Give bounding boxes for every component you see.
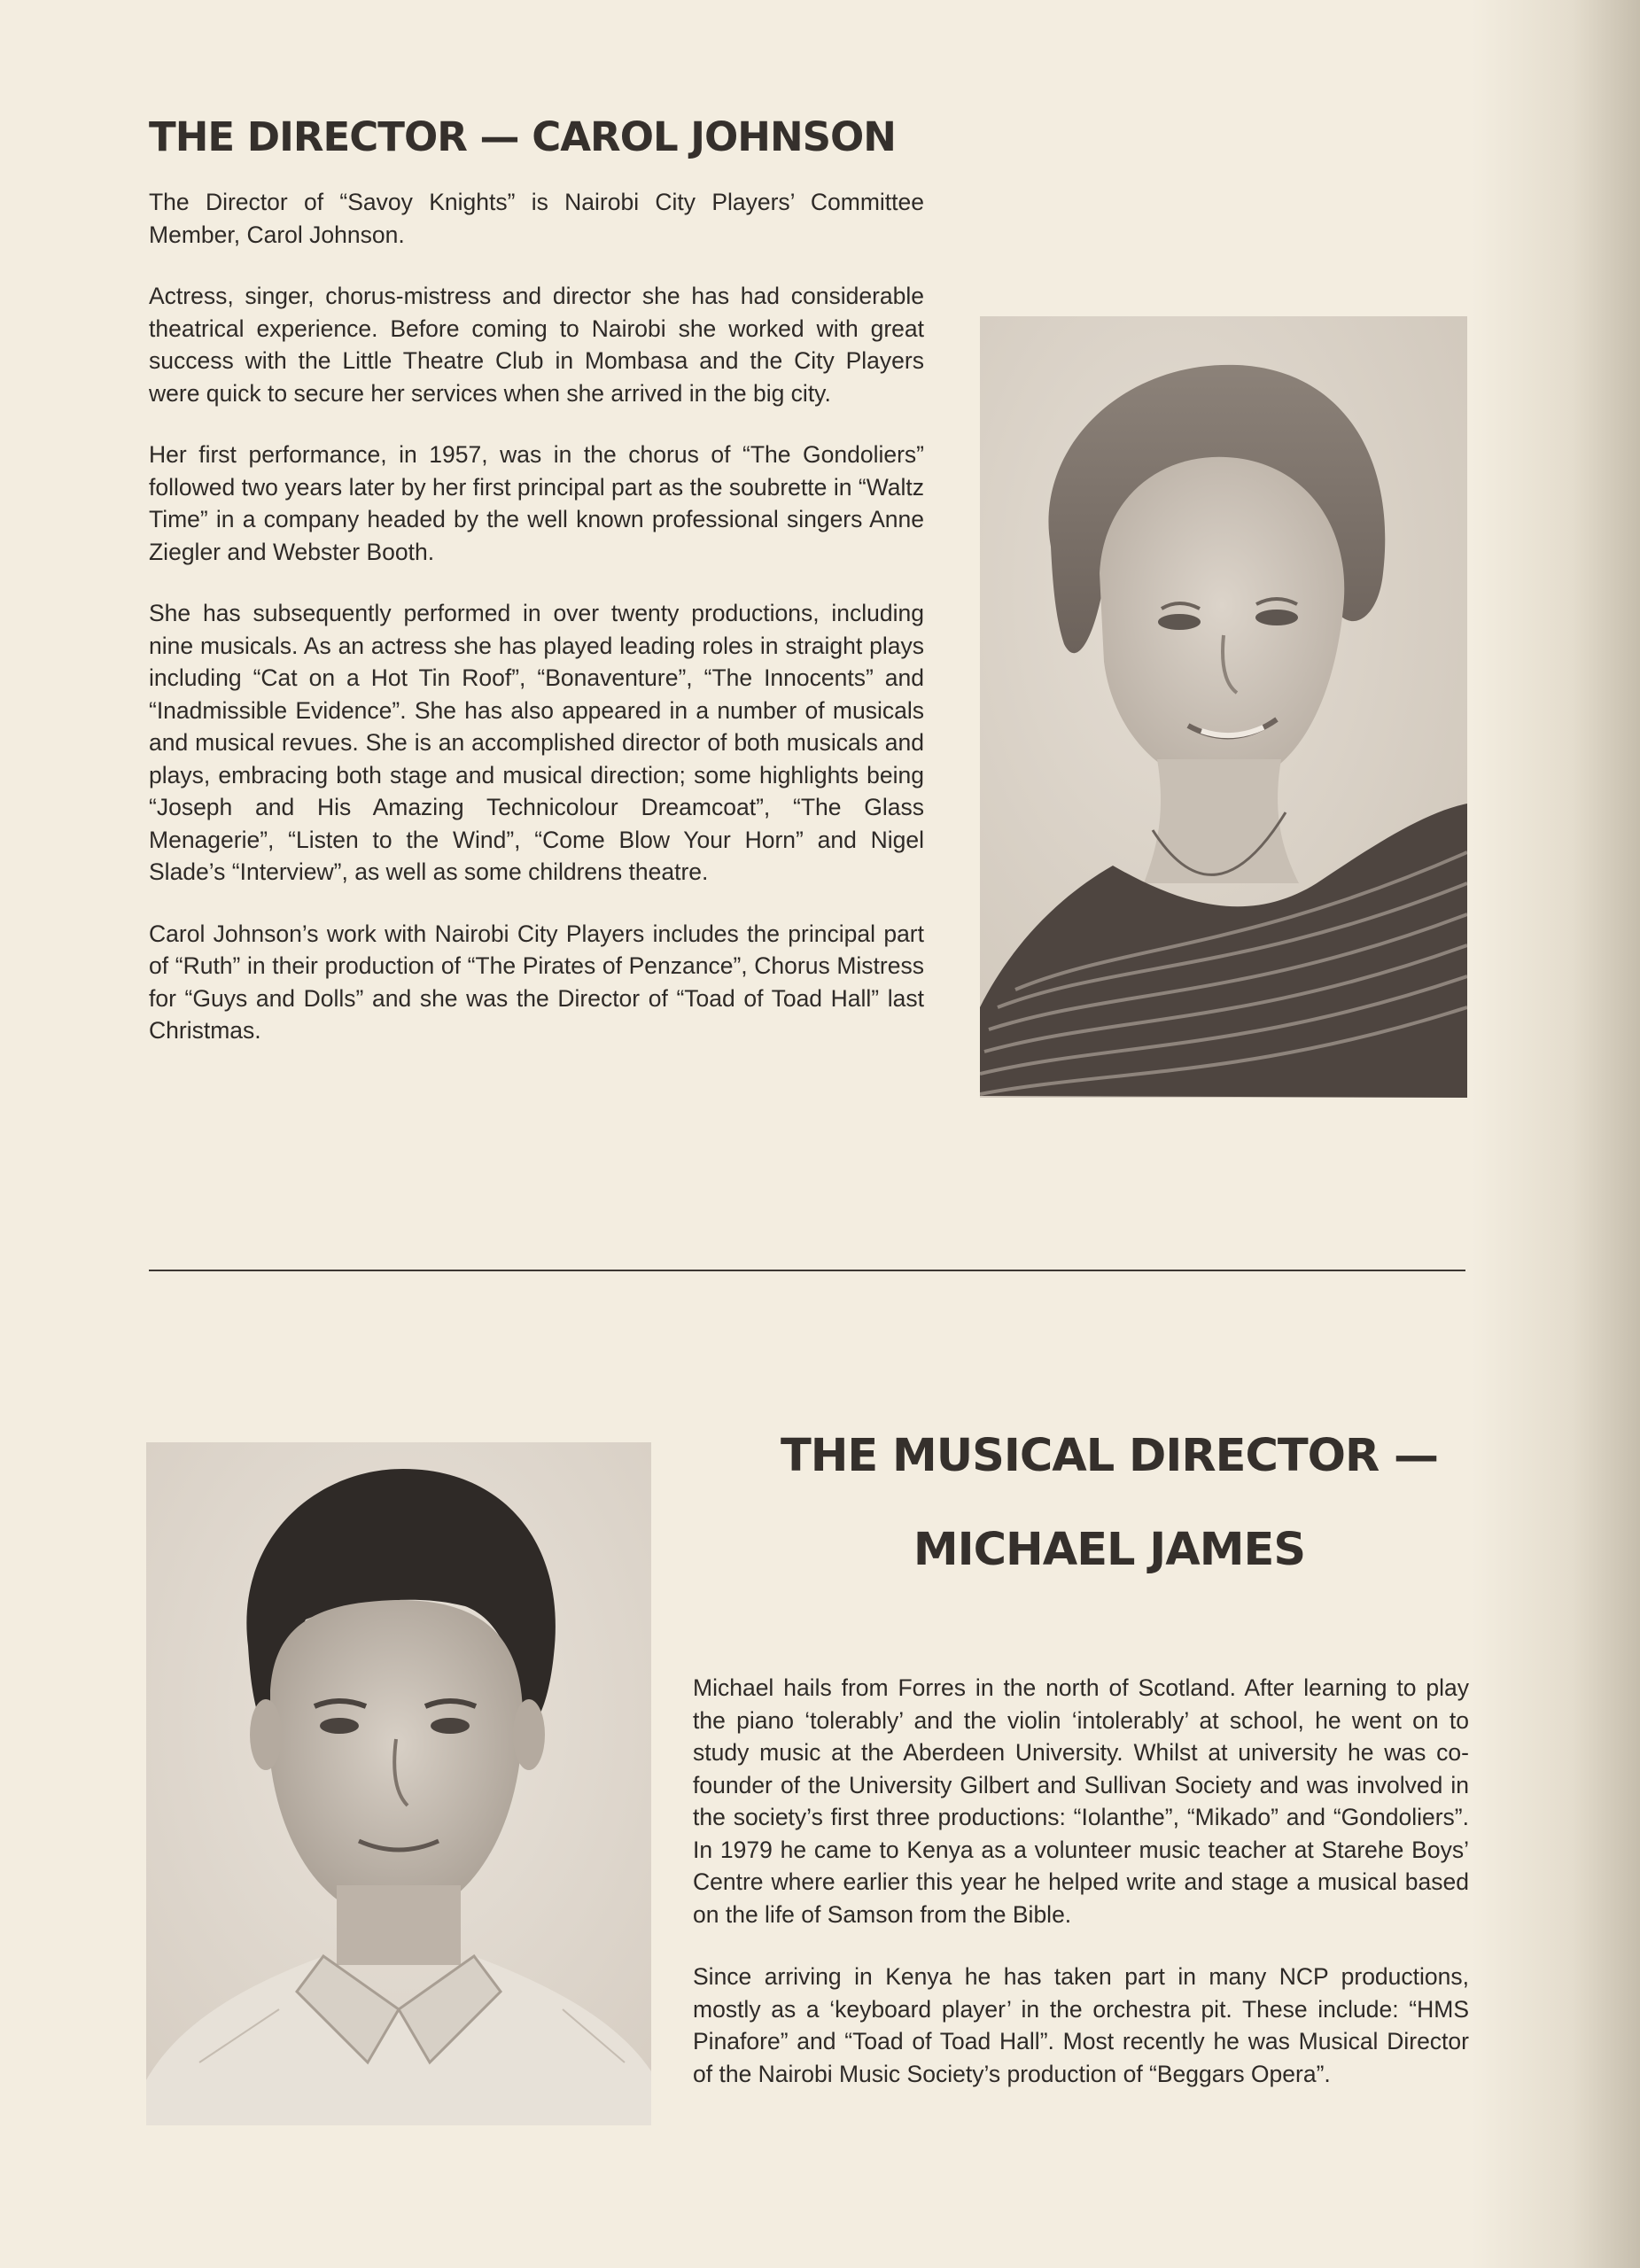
musical-director-bio — [693, 1672, 1469, 2090]
carol-johnson-photo — [980, 316, 1467, 1098]
director-bio-paragraph: The Director of “Savoy Knights” is Nairobi City Players’ Committee Member, Carol Johnson. — [149, 189, 924, 248]
director-bio-paragraph: She has subsequently performed in over twenty productions, including nine musicals. As an actress she has played leading roles in straight plays including “Cat on a Hot Tin Roof”, “Bonaventure”, “The Innocents” and “Inadmissible Evidence”. She has also appeared in a number of musicals and musical revues. She is an accomplished director of both musicals and plays, embracing both stage and musical direction; some highlights being “Joseph and His Amazing Technicolour Dreamcoat”, “The Glass Menagerie”, “Listen to the Wind”, “Come Blow Your Horn” and Nigel Slade’s “Interview”, as well as some childrens theatre. — [149, 600, 924, 885]
page-edge-shadow — [1472, 0, 1640, 2268]
director-bio-paragraph: Her first performance, in 1957, was in the chorus of “The Gondoliers” followed two years later by her first principal part as the soubrette in “Waltz Time” in a company headed by the well known professional singers Anne Ziegler and Webster Booth. — [149, 441, 924, 565]
michael-james-photo — [146, 1442, 651, 2125]
musical-director-heading: THE MUSICAL DIRECTOR — — [780, 1430, 1439, 1482]
section-divider — [149, 1270, 1465, 1271]
director-bio — [149, 186, 924, 1047]
musical-director-bio-paragraph: Since arriving in Kenya he has taken part in many NCP productions, mostly as a ‘keyboard player’ in the orchestra pit. These include: “HMS Pinafore” and “Toad of Toad Hall”. Most recently he was Musical Director of the Nairobi Music Society’s production of “Beggars Opera”. — [693, 1963, 1469, 2087]
musical-director-bio-paragraph: Michael hails from Forres in the north of Scotland. After learning to play the piano ‘tolerably’ and the violin ‘intolerably’ at school, he went on to study music at the Aberdeen University. Whilst at university he was co-founder of the University Gilbert and Sullivan Society and was involved in the society’s first three productions: “Iolanthe”, “Mikado” and “Gondoliers”. In 1979 he came to Kenya as a volunteer music teacher at Starehe Boys’ Centre where earlier this year he helped write and stage a musical based on the life of Samson from the Bible. — [693, 1674, 1469, 1928]
director-heading: THE DIRECTOR — CAROL JOHNSON — [149, 113, 896, 160]
director-bio-paragraph: Actress, singer, chorus-mistress and director she has had considerable theatrical experience. Before coming to Nairobi she worked with great success with the Little Theatre Club in Mombasa and the City Players were quick to secure her services when she arrived in the big city. — [149, 283, 924, 407]
director-bio-paragraph: Carol Johnson’s work with Nairobi City Players includes the principal part of “Ruth” in their production of “The Pirates of Penzance”, Chorus Mistress for “Guys and Dolls” and she was the Director of “Toad of Toad Hall” last Christmas. — [149, 920, 924, 1044]
musical-director-name: MICHAEL JAMES — [913, 1524, 1306, 1576]
